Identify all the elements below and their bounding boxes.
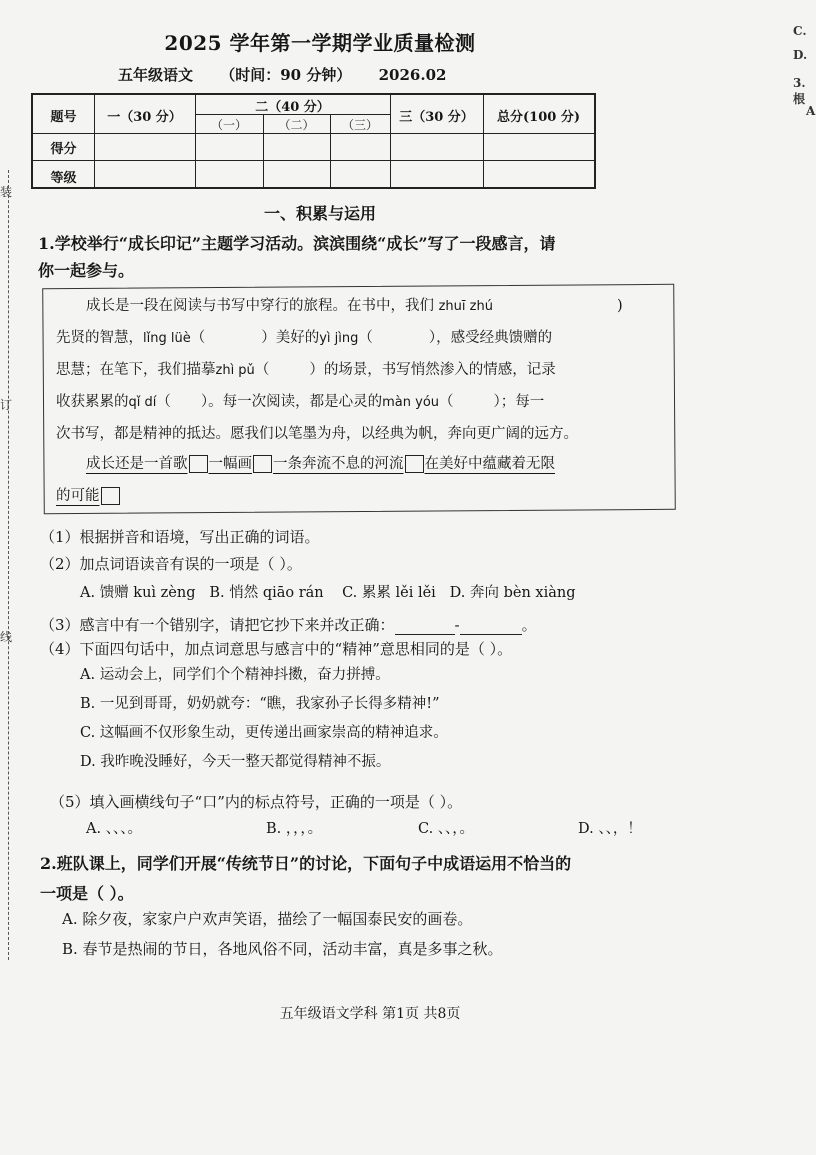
edge-text-3: 3.根 bbox=[793, 76, 806, 106]
passage-line-1: 成长是一段在阅读与书写中穿行的旅程。在书中，我们 zhuī zhú ) bbox=[86, 298, 623, 314]
q1-sub5-opt-b: B. ，，，。 bbox=[266, 821, 323, 837]
table-col-part1: 一（30 分） bbox=[107, 110, 182, 125]
exam-subtitle bbox=[118, 64, 468, 85]
table-col-part3: 三（30 分） bbox=[399, 110, 474, 125]
punct-box-1 bbox=[189, 455, 208, 473]
table-col-part2-sub2: （二） bbox=[278, 118, 315, 132]
q1-sub2-opt-c: C. 累累 lěi lěi bbox=[342, 585, 436, 601]
passage-line-5: 次书写，都是精神的抵达。愿我们以笔墨为舟，以经典为帆，奔向更广阔的远方。 bbox=[56, 426, 578, 442]
q1-sub5-opt-c: C. 、、，。 bbox=[418, 821, 475, 837]
page-footer: 五年级语文学科 第1页 共8页 bbox=[279, 1006, 461, 1022]
q2-opt-b: B. 春节是热闹的节日，各地风俗不同，活动丰富，真是多事之秋。 bbox=[62, 940, 503, 958]
passage-line-7-underlined: 的可能 bbox=[56, 484, 121, 505]
passage-line-6-underlined: 成长还是一首歌 一幅画 一条奔流不息的河流 在美好中蕴藏着无限 bbox=[86, 456, 555, 472]
q1-sub4-opt-a: A. 运动会上，同学们个个精神抖擞，奋力拼搏。 bbox=[80, 667, 390, 683]
q1-sub2-opt-d: D. 奔向 bèn xiàng bbox=[449, 585, 576, 601]
q1-sub2-opt-a: A. 馈赠 kuì zèng bbox=[80, 585, 196, 601]
score-table bbox=[31, 93, 596, 189]
passage-line-2: 先贤的智慧，lǐng lüè（ ）美好的yì jìng（ ），感受经典馈赠的 bbox=[56, 330, 553, 346]
q1-sub5: （5）填入画横线句子“口”内的标点符号，正确的一项是（ ）。 bbox=[50, 793, 463, 811]
table-col-part2-sub1: （一） bbox=[210, 118, 247, 132]
exam-title: 2025 学年第一学期学业质量检测 bbox=[164, 31, 476, 55]
table-col-part2: 二（40 分） bbox=[255, 100, 330, 115]
q1-sub2-opt-b: B. 悄然 qiāo rán bbox=[209, 585, 324, 601]
q1-sub4-opt-b: B. 一见到哥哥，奶奶就夸：“瞧，我家孙子长得多精神!” bbox=[80, 696, 440, 712]
pinyin-qidi: qǐ dí bbox=[128, 395, 157, 410]
q1-sub2-options bbox=[80, 581, 575, 602]
pinyin-zhuizhu: zhuī zhú bbox=[438, 299, 493, 314]
q1-sub5-opt-a: A. 、、、。 bbox=[86, 821, 142, 837]
q1-sub4-opt-d: D. 我昨晚没睡好，今天一整天都觉得精神不振。 bbox=[80, 754, 391, 770]
answer-line-2[interactable] bbox=[460, 616, 522, 635]
q1-intro-line2: 你一起参与。 bbox=[38, 261, 135, 280]
q2-opt-a: A. 除夕夜，家家户户欢声笑语，描绘了一幅国泰民安的画卷。 bbox=[62, 910, 473, 928]
q1-sub4: （4）下面四句话中，加点词意思与感言中的“精神”意思相同的是（ ）。 bbox=[40, 640, 513, 658]
punct-box-2 bbox=[253, 455, 272, 473]
binding-mark-2: 订 bbox=[0, 398, 13, 412]
q1-sub4-opt-c: C. 这幅画不仅形象生动，更传递出画家崇高的精神追求。 bbox=[80, 725, 448, 741]
pinyin-yijing: yì jìng bbox=[319, 331, 359, 346]
binding-line bbox=[8, 170, 9, 960]
passage-line-3: 思慧；在笔下，我们描摹zhì pǔ（ ）的场景，书写悄然渗入的情感，记录 bbox=[56, 362, 556, 378]
binding-mark-1: 装 bbox=[0, 185, 13, 199]
answer-line-1[interactable] bbox=[395, 616, 455, 635]
exam-time: （时间：90 分钟） bbox=[220, 66, 352, 84]
pinyin-manyou: màn yóu bbox=[382, 395, 440, 410]
passage-line-4: 收获累累的qǐ dí（ ）。每一次阅读，都是心灵的màn yóu（ ）；每一 bbox=[56, 394, 545, 410]
grade-subject: 五年级语文 bbox=[118, 66, 194, 84]
q1-sub2: （2）加点词语读音有误的一项是（ ）。 bbox=[40, 555, 302, 573]
table-label-question: 题号 bbox=[50, 110, 77, 125]
punct-box-3 bbox=[405, 455, 424, 473]
table-col-part2-sub3: （三） bbox=[341, 118, 378, 132]
binding-mark-3: 线 bbox=[0, 630, 13, 644]
edge-text-2: D. bbox=[793, 48, 808, 62]
pinyin-zhipu: zhì pǔ bbox=[215, 363, 255, 378]
q2-line1: 2.班队课上，同学们开展“传统节日”的讨论，下面句子中成语运用不恰当的 bbox=[40, 854, 572, 873]
pinyin-linglue: lǐng lüè bbox=[143, 331, 191, 346]
q1-sub1: （1）根据拼音和语境，写出正确的词语。 bbox=[40, 528, 320, 546]
exam-date: 2026.02 bbox=[378, 66, 447, 84]
q1-sub5-opt-d: D. 、、，！ bbox=[578, 821, 642, 837]
edge-text-4: A bbox=[806, 104, 816, 118]
edge-text-1: C. bbox=[793, 24, 807, 38]
q1-intro-line1: 1.学校举行“成长印记”主题学习活动。滨滨围绕“成长”写了一段感言，请 bbox=[38, 234, 556, 253]
table-label-score: 得分 bbox=[50, 142, 77, 157]
q1-sub3: （3）感言中有一个错别字，请把它抄下来并改正确： - 。 bbox=[40, 616, 537, 634]
table-label-grade: 等级 bbox=[50, 171, 77, 186]
q2-line2: 一项是（ ）。 bbox=[40, 884, 134, 903]
table-col-total: 总分(100 分) bbox=[497, 110, 580, 125]
section-heading: 一、积累与运用 bbox=[263, 204, 376, 223]
punct-box-4 bbox=[101, 487, 120, 505]
